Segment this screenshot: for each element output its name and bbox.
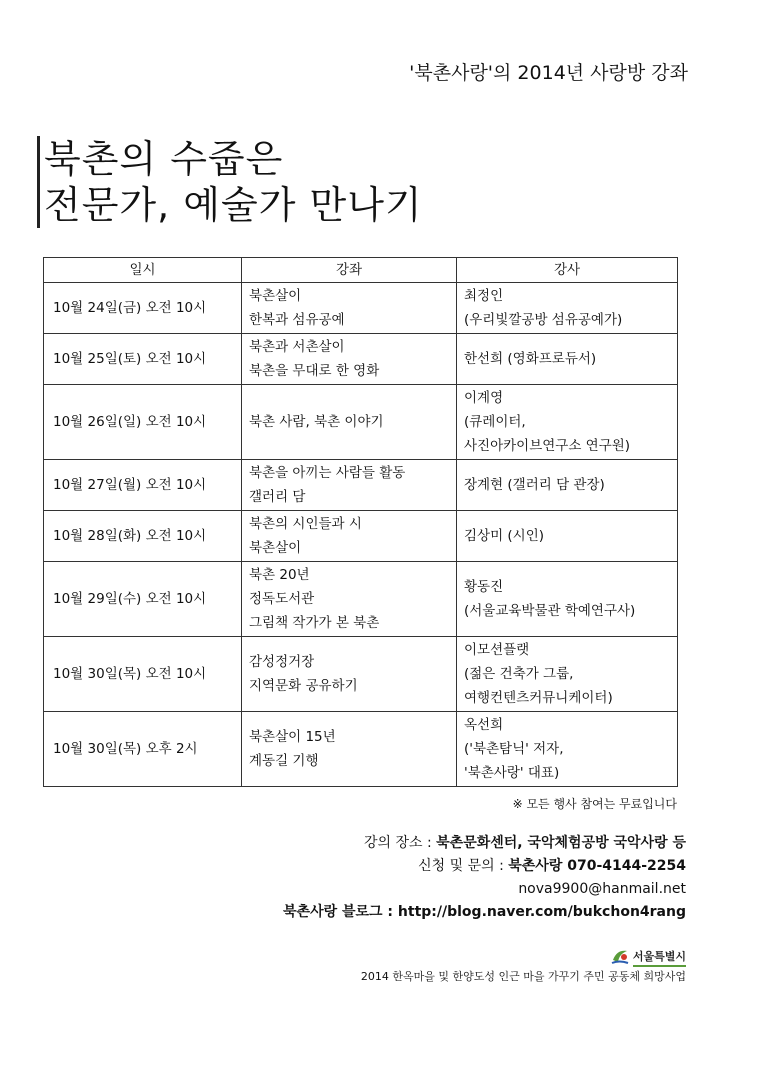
- header-lecture: 강좌: [242, 258, 457, 283]
- title-line-2: 전문가, 예술가 만나기: [44, 183, 423, 227]
- lecturer-line: 여행컨텐츠커뮤니케이터): [464, 690, 613, 706]
- lecturer-line: (우리빛깔공방 섬유공예가): [464, 312, 623, 328]
- cell-lecturer: [457, 562, 678, 637]
- lecturer-line: 장계현 (갤러리 담 관장): [464, 477, 605, 493]
- header-lecturer: 강사: [457, 258, 678, 283]
- header-date: 일시: [44, 258, 242, 283]
- lecturer-line: 이계영: [464, 390, 504, 406]
- lecture-line: 북촌살이: [249, 540, 302, 556]
- venue-value: 북촌문화센터, 국악체험공방 국악사랑 등: [436, 835, 686, 851]
- blog-url[interactable]: http://blog.naver.com/bukchon4rang: [397, 904, 686, 920]
- seoul-logo-underline: [633, 965, 686, 967]
- lecture-line: 계동길 기행: [249, 753, 319, 769]
- lecturer-line: 김상미 (시인): [464, 528, 545, 544]
- lecture-line: 북촌을 아끼는 사람들 활동: [249, 465, 406, 481]
- cell-date: 10월 29일(수) 오전 10시: [44, 562, 242, 637]
- cell-date: 10월 24일(금) 오전 10시: [44, 283, 242, 334]
- lecture-line: 감성정거장: [249, 654, 315, 670]
- page-title: [37, 136, 684, 228]
- table-row: [44, 460, 678, 511]
- cell-lecture: [242, 334, 457, 385]
- table-header-row: [44, 258, 678, 283]
- contact-value: 북촌사랑 070-4144-2254: [508, 858, 686, 874]
- cell-lecturer: [457, 712, 678, 787]
- cell-lecture: [242, 637, 457, 712]
- lecture-line: 지역문화 공유하기: [249, 678, 358, 694]
- cell-date: 10월 25일(토) 오전 10시: [44, 334, 242, 385]
- cell-date: 10월 30일(목) 오후 2시: [44, 712, 242, 787]
- table-row: [44, 283, 678, 334]
- info-block: [283, 832, 686, 924]
- lecturer-line: 이모션플랫: [464, 642, 530, 658]
- blog-label: 북촌사랑 블로그 :: [283, 904, 398, 920]
- table-row: [44, 637, 678, 712]
- cell-lecture: [242, 460, 457, 511]
- cell-lecturer: [457, 385, 678, 460]
- lecture-line: 한복과 섬유공예: [249, 312, 345, 328]
- cell-date: 10월 27일(월) 오전 10시: [44, 460, 242, 511]
- cell-lecturer: [457, 511, 678, 562]
- lecture-line: 북촌살이 15년: [249, 729, 336, 745]
- email-line[interactable]: [283, 878, 686, 901]
- table-row: [44, 334, 678, 385]
- lecturer-line: (젊은 건축가 그룹,: [464, 666, 574, 682]
- title-line-1: 북촌의 수줍은: [44, 137, 284, 181]
- contact-label: 신청 및 문의 :: [418, 858, 509, 874]
- seoul-logo-text: 서울특별시: [632, 950, 686, 963]
- lecturer-line: ('북촌탐닉' 저자,: [464, 741, 564, 757]
- free-admission-note: ※ 모든 행사 참여는 무료입니다: [512, 797, 677, 811]
- lecturer-line: '북촌사랑' 대표): [464, 765, 560, 781]
- cell-date: 10월 26일(일) 오전 10시: [44, 385, 242, 460]
- lecture-line: 그림책 작가가 본 북촌: [249, 615, 380, 631]
- cell-lecture: [242, 562, 457, 637]
- lecturer-line: 한선희 (영화프로듀서): [464, 351, 597, 367]
- schedule-table: [43, 257, 678, 787]
- footer-text: 2014 한옥마을 및 한양도성 인근 마을 가꾸기 주민 공동체 희망사업: [360, 970, 686, 983]
- table-row: [44, 385, 678, 460]
- venue-label: 강의 장소 :: [363, 835, 437, 851]
- cell-lecturer: [457, 334, 678, 385]
- blog-line: [283, 901, 686, 924]
- lecture-line: 정독도서관: [249, 591, 315, 607]
- seoul-logo: [610, 945, 686, 967]
- lecturer-line: (서울교육박물관 학예연구사): [464, 603, 636, 619]
- seoul-emblem-icon: [610, 946, 630, 966]
- lecturer-line: 최정인: [464, 288, 504, 304]
- cell-lecture: [242, 283, 457, 334]
- cell-date: 10월 28일(화) 오전 10시: [44, 511, 242, 562]
- cell-lecture: [242, 385, 457, 460]
- subtitle: '북촌사랑'의 2014년 사랑방 강좌: [409, 62, 688, 84]
- lecture-line: 북촌의 시인들과 시: [249, 516, 362, 532]
- cell-lecturer: [457, 283, 678, 334]
- table-row: [44, 511, 678, 562]
- lecturer-line: 사진아카이브연구소 연구원): [464, 438, 631, 454]
- lecture-line: 북촌 사람, 북촌 이야기: [249, 414, 384, 430]
- cell-lecturer: [457, 460, 678, 511]
- lecture-line: 북촌살이: [249, 288, 302, 304]
- email-address[interactable]: nova9900@hanmail.net: [518, 881, 686, 897]
- lecturer-line: 옥선희: [464, 717, 504, 733]
- cell-lecture: [242, 511, 457, 562]
- lecture-line: 북촌 20년: [249, 567, 310, 583]
- lecture-line: 갤러리 담: [249, 489, 306, 505]
- cell-lecturer: [457, 637, 678, 712]
- table-row: [44, 562, 678, 637]
- lecture-line: 북촌을 무대로 한 영화: [249, 363, 380, 379]
- venue-line: [283, 832, 686, 855]
- contact-line: [283, 855, 686, 878]
- cell-date: 10월 30일(목) 오전 10시: [44, 637, 242, 712]
- lecturer-line: 황동진: [464, 579, 504, 595]
- table-row: [44, 712, 678, 787]
- lecturer-line: (큐레이터,: [464, 414, 526, 430]
- cell-lecture: [242, 712, 457, 787]
- lecture-line: 북촌과 서촌살이: [249, 339, 345, 355]
